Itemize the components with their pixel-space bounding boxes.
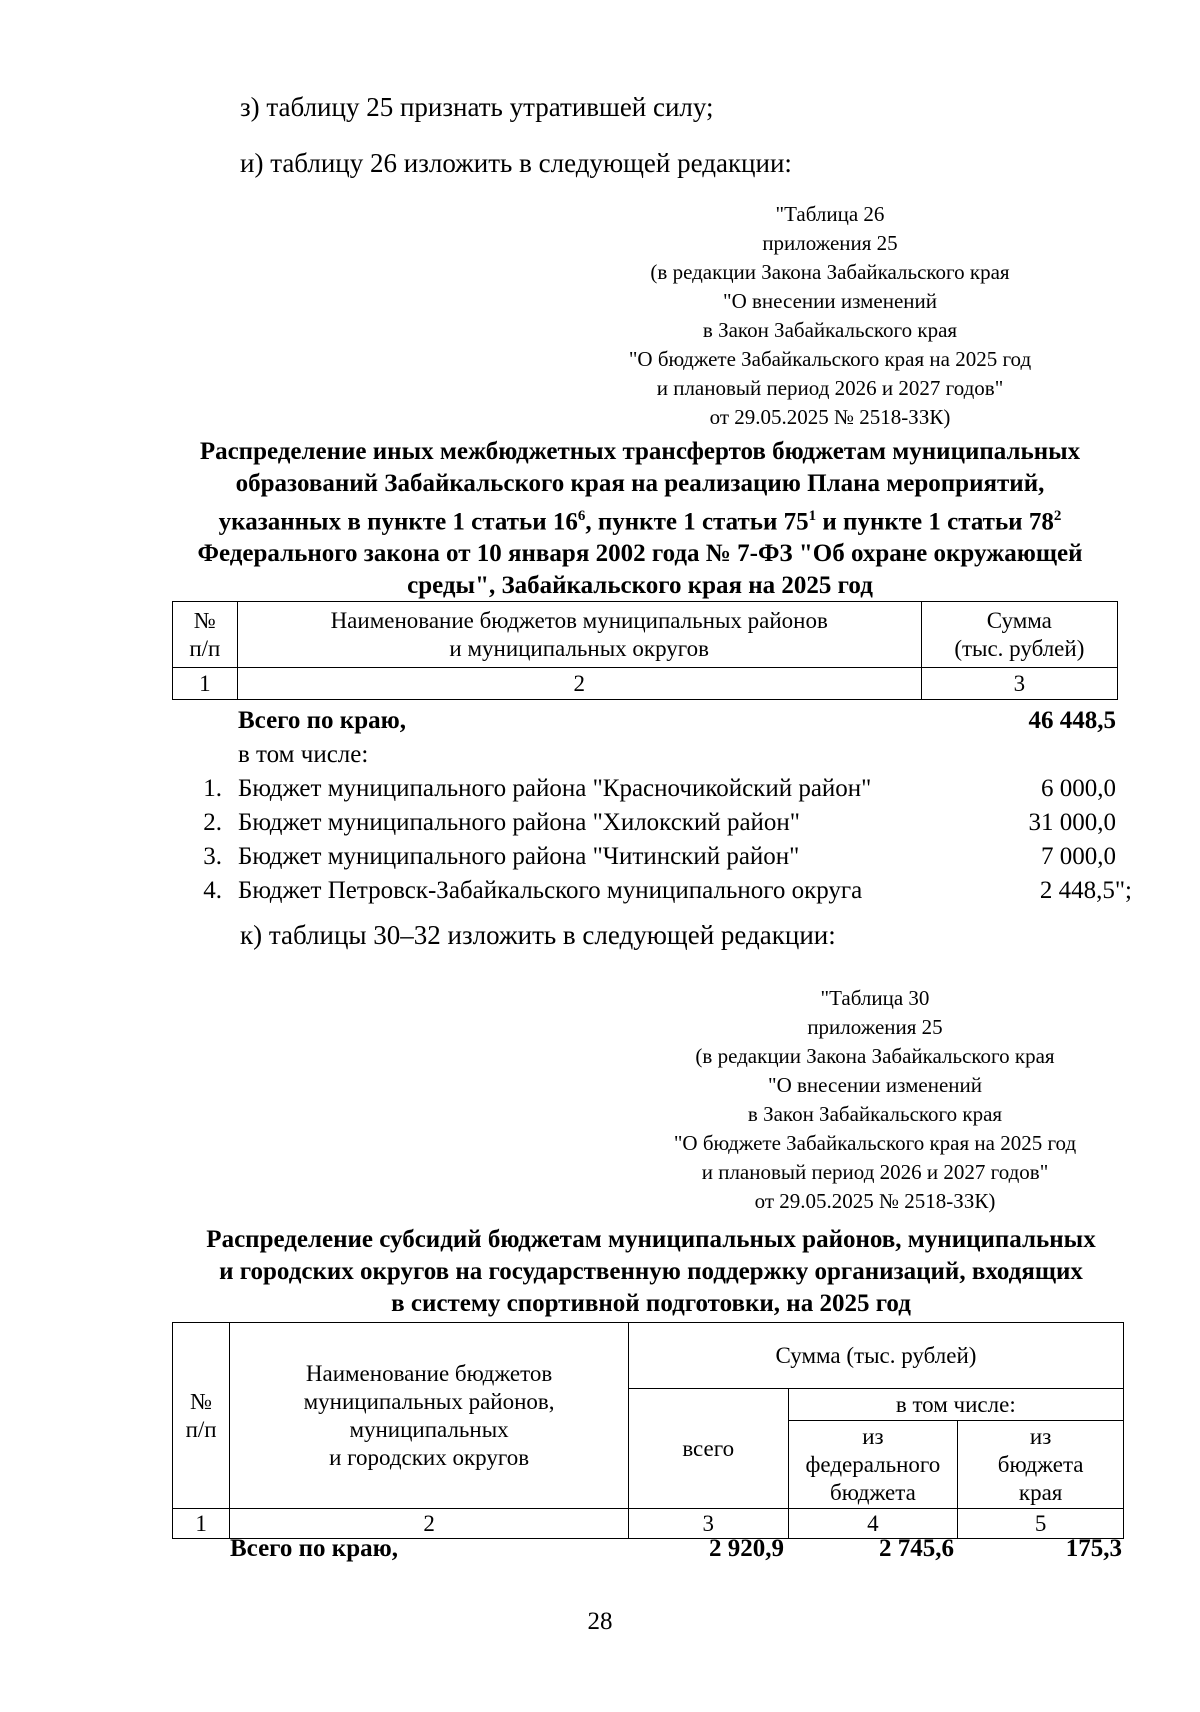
table-30-reference: [645, 984, 1105, 1216]
title-line: и городских округов на государственную поддержку организаций, входящих: [219, 1258, 1083, 1285]
total-all: 2 920,9: [709, 1535, 784, 1562]
ref-line: "О внесении изменений: [768, 1073, 982, 1097]
header-name: Наименование бюджетов муниципальных районов, муниципальных и городских округов: [230, 1323, 629, 1509]
col-number: 3: [921, 668, 1117, 700]
title-line: Распределение иных межбюджетных трансфертов бюджетам муниципальных: [199, 438, 1081, 465]
ref-line: "О бюджете Забайкальского края на 2025 год: [628, 347, 1032, 371]
table-26-title: [160, 436, 1120, 602]
ref-line: (в редакции Закона Забайкальского края: [695, 1044, 1055, 1068]
table-row: 3. Бюджет муниципального района "Читинский район" 7 000,0: [203, 843, 1116, 870]
header-region: из бюджета края: [958, 1421, 1124, 1509]
table-26-header: [172, 601, 1118, 700]
header-sum: Сумма (тыс. рублей): [628, 1323, 1123, 1389]
header-federal: из федерального бюджета: [788, 1421, 958, 1509]
table-30-total-row: [172, 1532, 1124, 1566]
header-sum: Сумма (тыс. рублей): [921, 602, 1117, 668]
header-name: Наименование бюджетов муниципальных районов и муниципальных округов: [237, 602, 921, 668]
title-line: среды", Забайкальского края на 2025 год: [407, 572, 873, 600]
ref-line: "О внесении изменений: [723, 289, 937, 313]
table-row: 2. Бюджет муниципального района "Хилокский район" 31 000,0: [203, 809, 1116, 836]
col-number: 1: [173, 1509, 230, 1539]
table-row: 4. Бюджет Петровск-Забайкальского муниципального округа 2 448,5";: [203, 877, 1132, 904]
header-total: всего: [628, 1389, 788, 1509]
col-number: 2: [237, 668, 921, 700]
ref-line: от 29.05.2025 № 2518-ЗЗК): [754, 1189, 996, 1213]
col-number: 5: [958, 1509, 1124, 1539]
table-30-header: [172, 1322, 1124, 1539]
ref-line: "О бюджете Забайкальского края на 2025 год: [673, 1131, 1077, 1155]
title-line: образований Забайкальского края на реализацию Плана мероприятий,: [235, 470, 1045, 497]
title-line: в систему спортивной подготовки, на 2025 год: [391, 1290, 911, 1317]
title-line: Распределение субсидий бюджетам муниципальных районов, муниципальных: [206, 1226, 1096, 1253]
page-number: 28: [587, 1608, 613, 1635]
total-label: Всего по краю,: [230, 1535, 398, 1562]
ref-line: "Таблица 26: [775, 202, 885, 226]
ref-line: и плановый период 2026 и 2027 годов": [656, 376, 1004, 400]
ref-line: приложения 25: [762, 231, 898, 255]
table-row: 1. Бюджет муниципального района "Красночикойский район" 6 000,0: [203, 775, 1116, 802]
col-number: 4: [788, 1509, 958, 1539]
col-number: 2: [230, 1509, 629, 1539]
table-30-title: [166, 1224, 1136, 1320]
title-line: Федерального закона от 10 января 2002 года № 7-ФЗ "Об охране окружающей: [197, 540, 1083, 568]
title-line: указанных в пункте 1 статьи $16^6$, пункте 1 статьи $75^1$ и пункте 1 статьи $78^2$: [218, 508, 1062, 536]
table-26-total-row: [172, 704, 1116, 738]
total-federal: 2 745,6: [879, 1535, 954, 1562]
col-number: 1: [173, 668, 238, 700]
ref-line: от 29.05.2025 № 2518-ЗЗК): [709, 405, 951, 429]
paragraph-k: к) таблицы 30–32 изложить в следующей редакции:: [240, 920, 836, 950]
ref-line: "Таблица 30: [820, 986, 930, 1010]
ref-line: (в редакции Закона Забайкальского края: [650, 260, 1010, 284]
total-label: Всего по краю,: [238, 707, 406, 734]
header-num: № п/п: [173, 1323, 230, 1509]
including-label: в том числе:: [238, 741, 369, 768]
paragraph-z: з) таблицу 25 признать утратившей силу;: [240, 92, 714, 122]
header-num: № п/п: [173, 602, 238, 668]
table-26-reference: [600, 200, 1060, 432]
total-value: 46 448,5: [1028, 707, 1116, 734]
total-region: 175,3: [1065, 1535, 1122, 1562]
paragraph-i: и) таблицу 26 изложить в следующей редакции:: [240, 148, 792, 178]
ref-line: в Закон Забайкальского края: [702, 318, 958, 342]
ref-line: в Закон Забайкальского края: [747, 1102, 1003, 1126]
header-including: в том числе:: [788, 1389, 1123, 1421]
col-number: 3: [628, 1509, 788, 1539]
ref-line: и плановый период 2026 и 2027 годов": [701, 1160, 1049, 1184]
ref-line: приложения 25: [807, 1015, 943, 1039]
